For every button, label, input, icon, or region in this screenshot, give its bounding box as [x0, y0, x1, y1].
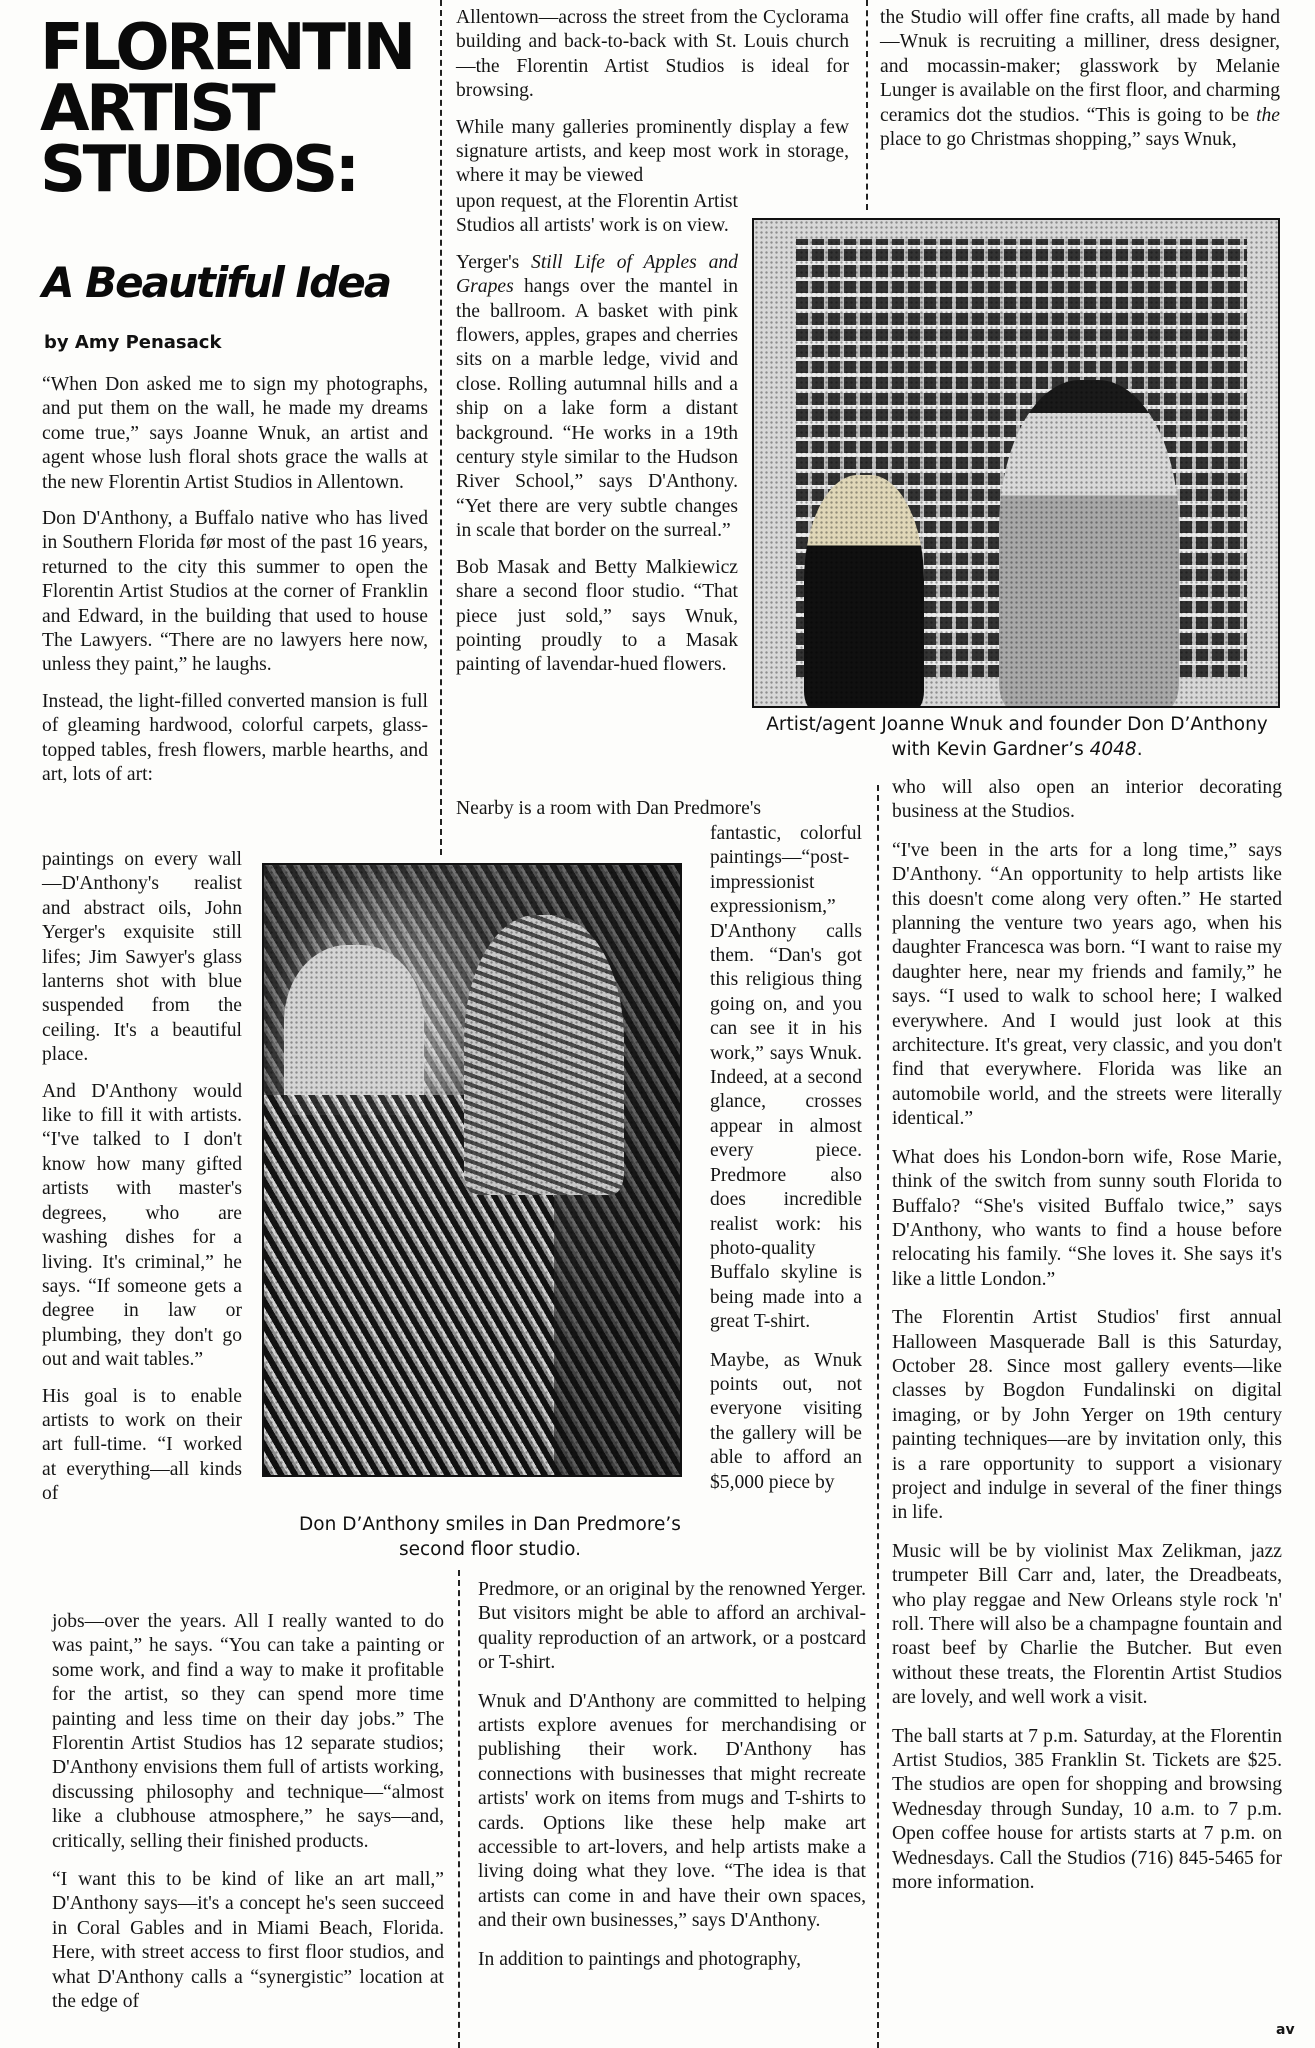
paragraph: “I've been in the arts for a long time,” says D'Anthony. “An opportunity to help artists like this doesn't come along very often.” He started planning the venture two years ago, when his daughter Francesca was born. “I want to raise my daughter here, near my friends and family,” he says. “I used to walk to school here; I walked everywhere. And I would just look at this architecture. It's great, very classic, and you don't find that everywhere. Florida was like an automobile world, and the streets were literally identical.”: [892, 839, 1282, 1130]
paragraph: The Florentin Artist Studios' first annual Halloween Masquerade Ball is this Saturday, October 28. Since most gallery events—like classes by Bogdon Fundalinski on digital imaging, or by John Yerger on 19th century painting techniques—are by invitation only, this is a rare opportunity to support a visionary project and indulge in several of the finer things in life.: [892, 1307, 1282, 1524]
headline: [40, 11, 440, 207]
paragraph: jobs—over the years. All I really wanted to do was paint,” he says. “You can take a painting or some work, and find a way to make it profitable for the artist, so they can spend more time painting and less time on their day jobs.” The Florentin Artist Studios has 12 separate studios; D'Anthony envisions them full of artists working, discussing philosophy and technique—“almost like a clubhouse atmosphere,” he says—and, critically, selling their finished products.: [52, 1611, 444, 1852]
text: place to go Christmas shopping,” says Wnuk,: [880, 129, 1237, 151]
headline-line-1: FLORENTIN: [40, 11, 413, 85]
byline: by Amy Penasack: [44, 332, 222, 353]
paragraph: “I want this to be kind of like an art mall,” D'Anthony says—it's a concept he's seen succeed in Coral Gables and in Miami Beach, Florida. Here, with street access to first floor studios, and what D'Anthony calls a “synergistic” location at the edge of: [52, 1869, 444, 2013]
paragraph: Allentown—across the street from the Cyclorama building and back-to-back with St. Louis church—the Florentin Artist Studios is ideal for browsing.: [456, 7, 849, 102]
emphasis: the: [1256, 104, 1280, 126]
column-1-bottom: [52, 1610, 444, 2015]
paragraph: What does his London-born wife, Rose Marie, think of the switch from sunny south Florida to Buffalo? “She's visited Buffalo twice,” says D'Anthony, who wants to find a house before relocating his family. “She loves it. She says it's like a little London.”: [892, 1146, 1282, 1290]
column-2-narrow: [456, 190, 738, 678]
caption-text: .: [1136, 739, 1143, 760]
paragraph: In addition to paintings and photography,: [478, 1948, 802, 1970]
column-1: [42, 373, 428, 788]
column-divider: [440, 0, 442, 855]
paragraph: While many galleries prominently display a few signature artists, and keep most work in storage, where it may be viewed: [456, 116, 849, 187]
headline-line-3: STUDIOS:: [40, 133, 357, 207]
column-3: [880, 6, 1280, 152]
subheadline: A Beautiful Idea: [42, 258, 391, 307]
paragraph: Bob Masak and Betty Malkiewicz share a second floor studio. “That piece just sold,” says Wnuk, pointing proudly to a Masak painting of lavendar-hued flowers.: [456, 556, 738, 676]
photo-caption-top-right: [752, 712, 1282, 762]
headline-line-2: ARTIST: [40, 72, 273, 146]
paragraph: The ball starts at 7 p.m. Saturday, at the Florentin Artist Studios, 385 Franklin St. Tickets are $25. The studios are open for shopping and browsing Wednesday through Sunday, 10 a.m. to 7 p.m. Open coffee house for artists starts at 7 p.m. on Wednesdays. Call the Studios (716) 845-5465 for more information.: [892, 1725, 1282, 1894]
photo-caption-center: Don D’Anthony smiles in Dan Predmore’s second floor studio.: [299, 1514, 681, 1560]
text: the Studio will offer fine crafts, all made by hand—Wnuk is recruiting a milliner, dress designer, and mocassin-maker; glasswork by Melanie Lunger is available on the first floor, and charming ceramics dot the studios. “This is going to be: [880, 7, 1280, 126]
text: hangs over the mantel in the ballroom. A basket with pink flowers, apples, grapes and cherries sits on a marble ledge, vivid and close. Rolling autumnal hills and a ship on a lake form a distant background. “He works in a 19th century style similar to the Hudson River School,” says D'Anthony. “Yet there are very subtle changes in scale that border on the surreal.”: [456, 276, 738, 542]
column-1-narrow: [42, 848, 242, 1507]
paragraph: Nearby is a room with Dan Predmore's: [456, 798, 761, 819]
paragraph: who will also open an interior decorating business at the Studios.: [892, 777, 1282, 823]
paragraph: “When Don asked me to sign my photographs, and put them on the wall, he made my dreams come true,” says Joanne Wnuk, an artist and agent whose lush floral shots grace the walls at the new Florentin Artist Studios in Allentown.: [42, 374, 428, 493]
paragraph: [880, 6, 1280, 152]
paragraph: fantastic, colorful paintings—“post-impressionist expressionism,” D'Anthony calls them. “Dan's got this religious thing going on, and you can see it in his work,” says Wnuk. Indeed, at a second glance, crosses appear in almost every piece. Predmore also does incredible realist work: his photo-quality Buffalo skyline is being made into a great T-shirt.: [710, 823, 862, 1333]
column-divider: [866, 0, 868, 210]
photo-don-danthony-predmore-studio: [262, 863, 682, 1477]
column-2: [456, 6, 849, 189]
paragraph: His goal is to enable artists to work on their art full-time. “I worked at everything—all kinds of: [42, 1385, 242, 1505]
column-divider: [877, 785, 879, 2048]
paragraph: Music will be by violinist Max Zelikman, jazz trumpeter Bill Carr and, later, the Dreadbeats, who play reggae and New Orleans style rock 'n' roll. There will also be a champagne fountain and roast beef by Charlie the Butcher. But even without these treats, the Florentin Artist Studios are lovely, and well work a visit.: [892, 1540, 1282, 1709]
end-mark: av: [1276, 2022, 1295, 2038]
column-2-line: [456, 797, 860, 821]
paragraph: [456, 251, 738, 544]
column-3-lower: [892, 776, 1282, 1895]
column-divider: [458, 1570, 460, 2048]
paragraph: Wnuk and D'Anthony are committed to helping artists explore avenues for merchandising or publishing their work. D'Anthony has connections with businesses that might recreate artists' work on items from mugs and T-shirts to cards. Options like these help make art accessible to art-lovers, and help artists make a living doing what they love. “The idea is that artists can come in and have their own spaces, and their own businesses,” says D'Anthony.: [478, 1690, 866, 1932]
column-2-bottom: [478, 1578, 866, 1972]
paragraph: Don D'Anthony, a Buffalo native who has lived in Southern Florida før most of the past 16 years, returned to the city this summer to open the Florentin Artist Studios at the corner of Franklin and Edward, in the building that used to house The Lawyers. “There are no lawyers here now, unless they paint,” he laughs.: [42, 508, 428, 676]
paragraph: Maybe, as Wnuk points out, not everyone visiting the gallery will be able to afford an $5,000 piece by: [710, 1349, 862, 1493]
paragraph: Instead, the light-filled converted mansion is full of gleaming hardwood, colorful carpets, glass-topped tables, fresh flowers, marble hearths, and art, lots of art:: [42, 690, 428, 786]
column-2-narrow-right: [710, 822, 862, 1495]
paragraph: paintings on every wall—D'Anthony's realist and abstract oils, John Yerger's exquisite still lifes; Jim Sawyer's glass lanterns shot with blue suspended from the ceiling. It's a beautiful place.: [42, 849, 242, 1066]
photo-wnuk-danthony-4048: [752, 218, 1280, 708]
paragraph: And D'Anthony would like to fill it with artists. “I've talked to I don't know how many gifted artists with master's degrees, who are washing dishes for a living. It's criminal,” he says. “If someone gets a degree in law or plumbing, they don't go out and wait tables.”: [42, 1080, 242, 1371]
paragraph: Predmore, or an original by the renowned Yerger. But visitors might be able to afford an archival-quality reproduction of an artwork, or a postcard or T-shirt.: [478, 1579, 866, 1674]
artwork-title: 4048: [1089, 739, 1137, 760]
artwork-title: Still Life of Apples and Grapes: [456, 251, 738, 298]
text: Yerger's: [456, 251, 532, 273]
paragraph: upon request, at the Florentin Artist Studios all artists' work is on view.: [456, 191, 738, 237]
caption-text: Artist/agent Joanne Wnuk and founder Don D’Anthony with Kevin Gardner’s: [766, 714, 1268, 760]
